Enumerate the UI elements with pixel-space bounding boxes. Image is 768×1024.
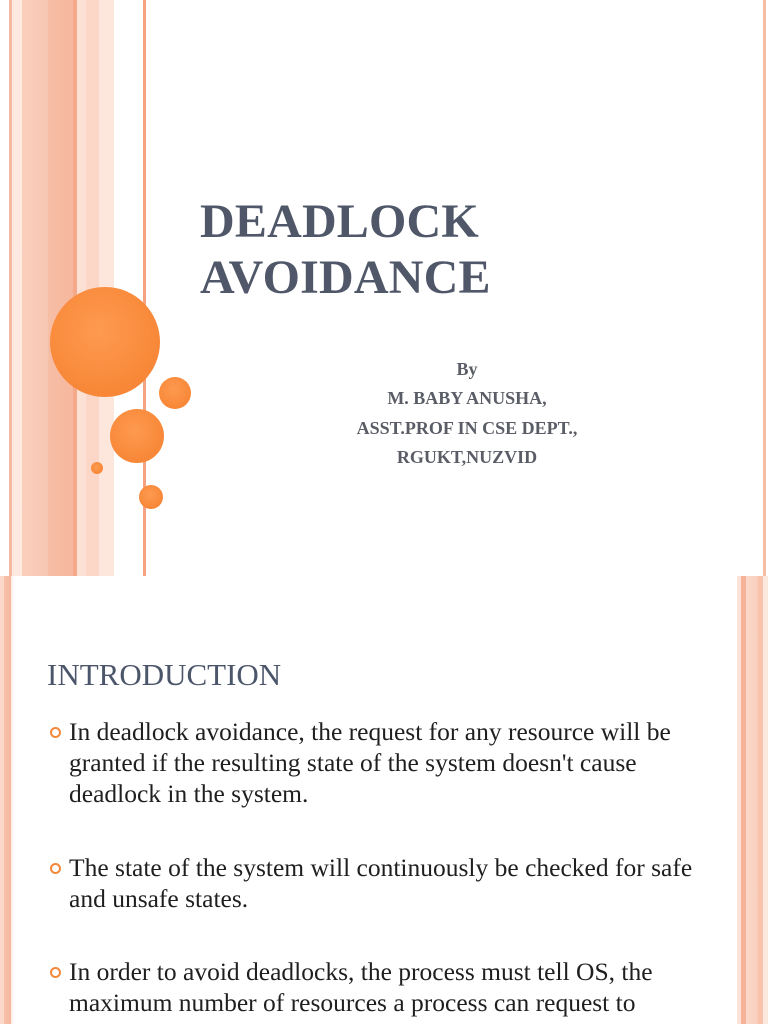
- decorative-circle-tiny: [91, 462, 103, 474]
- bullet-text: [69, 852, 692, 914]
- decorative-stripes-left: [0, 576, 14, 1024]
- bullet-circle-icon: [50, 727, 61, 738]
- bullet-line: maximum number of resources a process can request to: [69, 987, 636, 1017]
- bullet-text: [69, 956, 653, 1018]
- bullet-line: In deadlock avoidance, the request for any resource will be: [69, 716, 671, 746]
- decorative-circle-small: [139, 485, 163, 509]
- bullet-line: The state of the system will continuously be checked for safe: [69, 852, 693, 882]
- decorative-stripes-left: [0, 0, 150, 576]
- bullet-line: and unsafe states.: [69, 883, 249, 913]
- author-name: M. BABY ANUSHA,: [387, 388, 547, 409]
- decorative-circle-large: [50, 287, 160, 397]
- author-institution: RGUKT,NUZVID: [396, 446, 538, 467]
- decorative-circle-small: [159, 377, 191, 409]
- author-block: [300, 355, 634, 472]
- bullet-circle-icon: [50, 863, 61, 874]
- author-designation: ASST.PROF IN CSE DEPT.,: [356, 417, 578, 438]
- decorative-circle-medium: [110, 409, 164, 463]
- slide-heading: INTRODUCTION: [47, 656, 282, 692]
- decorative-edge-line: [763, 0, 766, 576]
- bullet-circle-icon: [50, 967, 61, 978]
- title-line: DEADLOCK: [200, 195, 479, 248]
- introduction-slide: [0, 576, 768, 1024]
- bullet-line: In order to avoid deadlocks, the process must tell OS, the: [69, 956, 653, 986]
- slide-title: [200, 194, 491, 306]
- bullet-line: granted if the resulting state of the system doesn't cause: [69, 747, 637, 777]
- title-line: AVOIDANCE: [200, 251, 491, 304]
- byline-label: By: [456, 359, 478, 379]
- decorative-stripes-right: [735, 576, 768, 1024]
- bullet-line: deadlock in the system.: [69, 778, 309, 808]
- bullet-text: [69, 716, 671, 809]
